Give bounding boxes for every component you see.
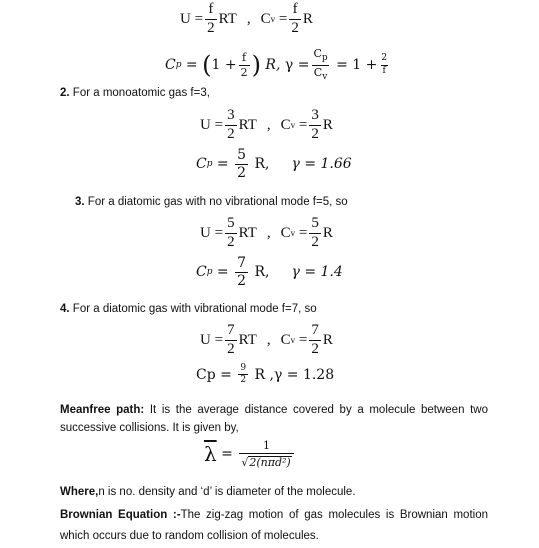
case2-u-cv-equation: U = $\frac{3}{2}$ RT , C v = $\frac{3}{2}$ R [200, 107, 333, 142]
case2-cp-gamma-equation: C p = $\frac{5}{2}$ R, γ = 1.66 [196, 147, 352, 181]
meanfree-paragraph: Meanfree path: It is the average distance covered by a molecule between two successive collisions. It is given by, [60, 404, 488, 435]
case3-u-cv-equation: U = $\frac{5}{2}$ RT , C v = $\frac{5}{2}$ R [200, 215, 333, 250]
meanfree-equation: $\overline{\lambda}$ = 1 √ 2(nπd²) [204, 440, 296, 468]
case3-cp-gamma-equation: C p = $\frac{7}{2}$ R, γ = 1.4 [196, 255, 343, 289]
general-cp-gamma-equation: C p = ( 1 + $\frac{f}{2}$ ) R, γ = $\frac{C_p}{C_v}$ = 1 + $\frac{2}{f}$ [165, 47, 388, 82]
case2-heading: 2. For a monoatomic gas f=3, [60, 87, 210, 99]
cp-fraction: $\frac{f}{2}$ [240, 51, 248, 79]
case4-u-cv-equation: U = $\frac{7}{2}$ RT , C v = $\frac{7}{2}$ R [200, 322, 333, 357]
gamma-value: γ = 1.4 [291, 264, 343, 281]
gamma-fraction: $\frac{C_p}{C_v}$ [313, 47, 328, 82]
where-line: Where,n is no. density and ‘d’ is diameter of the molecule. [60, 486, 356, 498]
u-fraction: $\frac{f}{2}$ [207, 1, 215, 36]
cv-fraction: $\frac{f}{2}$ [291, 1, 299, 36]
general-u-cv-equation: U = $\frac{f}{2}$ RT , C v = $\frac{f}{2}$ R [180, 1, 313, 36]
lambda-symbol: $\overline{\lambda}$ [204, 442, 217, 467]
gamma-two-over-f: $\frac{2}{f}$ [381, 53, 388, 76]
u-symbol: U [180, 10, 191, 27]
meanfree-fraction: 1 √ 2(nπd²) [239, 440, 293, 468]
gamma-value: γ = 1.28 [273, 366, 335, 383]
gamma-symbol: γ = [284, 57, 310, 74]
case4-cp-gamma-equation: Cp = $\frac{9}{2}$ R , γ = 1.28 [196, 363, 335, 386]
cv-symbol: C [260, 10, 271, 27]
brownian-paragraph: Brownian Equation :-The zig-zag motion of gas molecules is Brownian motion which occurs due to random collision of molecules. [60, 509, 488, 543]
case3-heading: 3. For a diatomic gas with no vibrational mode f=5, so [75, 196, 348, 208]
case4-heading: 4. For a diatomic gas with vibrational mode f=7, so [60, 303, 317, 315]
gamma-value: γ = 1.66 [291, 156, 352, 173]
